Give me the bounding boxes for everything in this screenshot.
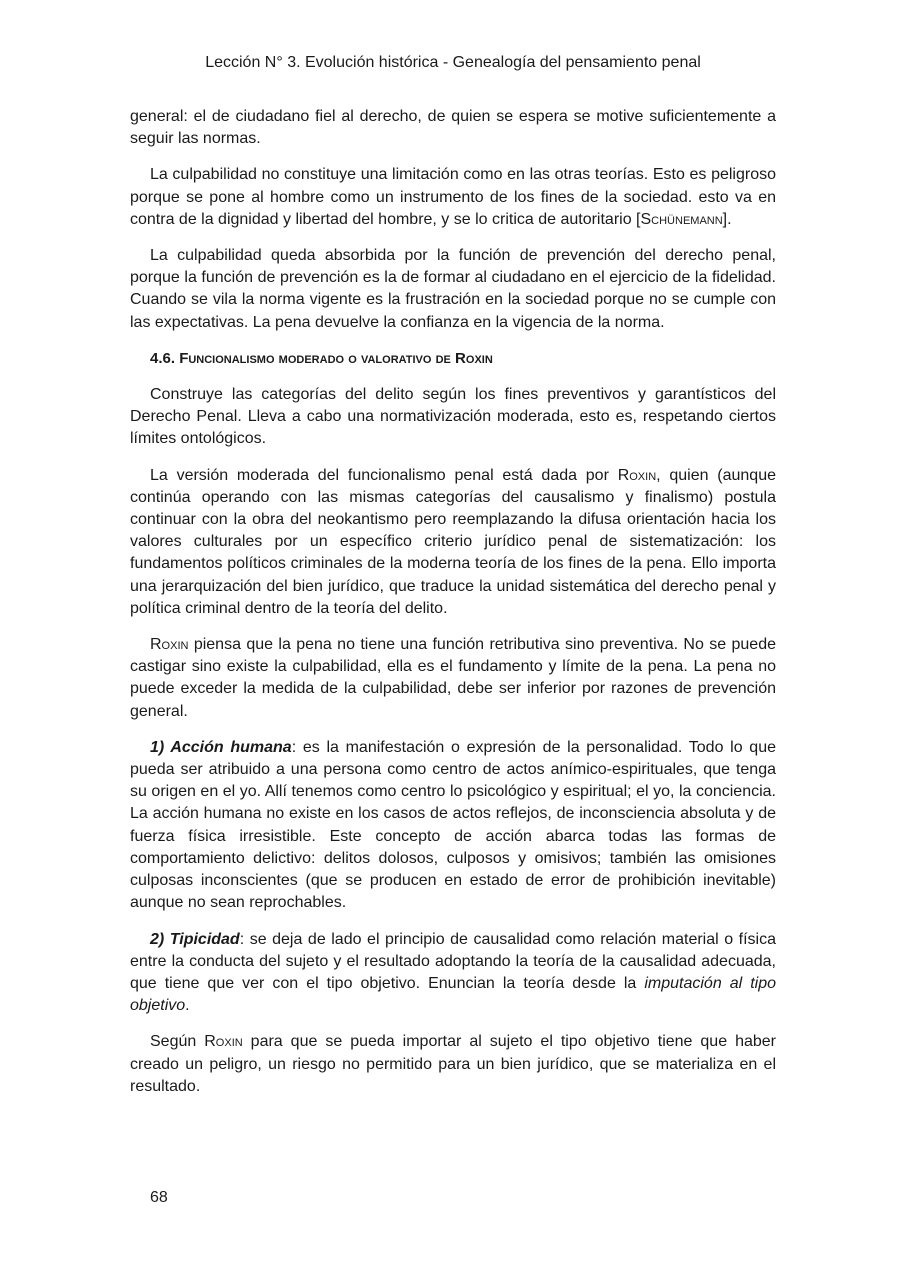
paragraph-7-rest: : es la manifestación o expresión de la personalidad. Todo lo que pueda ser atribuido a una persona como centro de actos anímico-espirituales, que tenga su origen en el yo. Allí tenemos como centro lo psicológico y espiritual; el yo, la conciencia. La acción humana no existe en los casos de actos reflejos, de inconsciencia absoluta y de fuerza física irresistible. Este concepto de acción abarca todas las formas de comportamiento delictivo: delitos dolosos, culposos y omisivos; también las omisiones culposas inconscientes (que se producen en estado de error de prohibición inevitable) aunque no sean reprochables. (130, 738, 777, 912)
paragraph-1: general: el de ciudadano fiel al derecho, de quien se espera se motive suficientemente a seguir las normas. (130, 108, 776, 148)
body-text (130, 106, 776, 1112)
paragraph-7 (130, 737, 776, 915)
paragraph-9 (130, 1031, 776, 1098)
italic-phrase: imputación al tipo objetivo (130, 974, 777, 1015)
paragraph-8 (130, 929, 776, 1018)
author-name: Roxin (617, 466, 657, 484)
paragraph-4: Construye las categorías del delito según los fines preventivos y garantísticos del Derecho Penal. Lleva a cabo una normativización moderada, esto es, respetando ciertos límites ontológicos. (130, 386, 776, 448)
term-accion-humana: 1) Acción humana (150, 738, 292, 756)
paragraph-6 (130, 634, 776, 723)
paragraph-2-text: La culpabilidad no constituye una limitación como en las otras teorías. Esto es peligroso porque se pone al hombre como un instrumento de los fines de la sociedad. esto va en contra de la dignidad y libertad del hombre, y se lo critica de autoritario [ (130, 166, 776, 228)
paragraph-5 (130, 465, 776, 620)
section-number: 4.6. (150, 349, 180, 367)
section-title: Funcionalismo moderado o valorativo de Roxin (179, 349, 493, 367)
paragraph-2-end: ]. (722, 210, 732, 228)
paragraph-6-rest: piensa que la pena no tiene una función retributiva sino preventiva. No se puede castigar sino existe la culpabilidad, ella es el fundamento y límite de la pena. La pena no puede exceder la medida de la culpabilidad, debe ser inferior por razones de prevención general. (130, 636, 776, 720)
running-header: Lección N° 3. Evolución histórica - Genealogía del pensamiento penal (205, 54, 701, 71)
paragraph-2 (130, 164, 776, 231)
page-number: 68 (150, 1189, 168, 1206)
author-name: Roxin (204, 1033, 243, 1051)
paragraph-5-text: La versión moderada del funcionalismo penal está dada por (150, 466, 618, 484)
paragraph-3: La culpabilidad queda absorbida por la función de prevención del derecho penal, porque la función de prevención es la de formar al ciudadano en el ejercicio de la fidelidad. Cuando se vila la norma vigente es la frustración en la sociedad porque no se cumple con las expectativas. La pena devuelve la confianza en la vigencia de la norma. (130, 247, 776, 331)
author-name: Schünemann (640, 210, 723, 228)
paragraph-8-rest: : se deja de lado el principio de causalidad como relación material o física entre la conducta del sujeto y el resultado adoptando la teoría de la causalidad adecuada, que tiene que ver con el tipo objetivo. Enuncian la teoría desde la (130, 930, 776, 992)
paragraph-8-end: . (185, 997, 190, 1015)
term-tipicidad: 2) Tipicidad (150, 930, 240, 948)
paragraph-5-rest: , quien (aunque continúa operando con las mismas categorías del causalismo y finalismo) postula continuar con la obra del neokantismo pero reemplazando la difusa orientación hacia los valores culturales por un específico criterio jurídico penal de sistematización: los fundamentos políticos criminales de la moderna teoría de los fines de la pena. Ello importa una jerarquización del bien jurídico, que traduce la unidad sistemática del derecho penal y política criminal dentro de la teoría del delito. (130, 466, 777, 617)
paragraph-9-rest: para que se pueda importar al sujeto el tipo objetivo tiene que haber creado un peligro, un riesgo no permitido para un bien jurídico, que se materializa en el resultado. (130, 1033, 777, 1095)
author-name: Roxin (150, 636, 189, 654)
section-heading (130, 348, 776, 370)
paragraph-9-text: Según (150, 1033, 205, 1051)
